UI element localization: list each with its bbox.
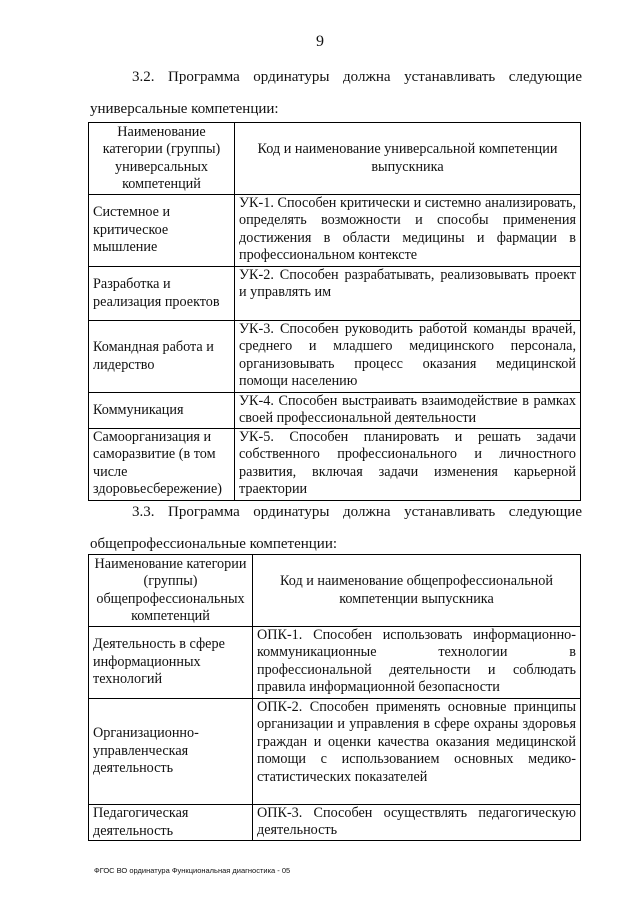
competence-cell: УК-1. Способен критически и системно анализировать, определять возможности и способы применения достижения в области медицины и фармации в профессиональном контексте (235, 195, 581, 267)
general-professional-competences-table (88, 554, 581, 841)
competence-cell: ОПК-1. Способен использовать информационно-коммуникационные технологии в профессиональной деятельности и соблюдать правила информационной безопасности (253, 627, 581, 699)
header-category: Наименование категории (группы) общепрофессиональных компетенций (89, 555, 253, 627)
intro-paragraph-opk (90, 503, 582, 553)
intro-line: 3.3. Программа ординатуры должна устанавливать следующие (132, 504, 582, 520)
table-row (89, 267, 581, 321)
table-row (89, 699, 581, 805)
category-cell: Коммуникация (89, 393, 235, 429)
header-category: Наименование категории (группы) универсальных компетенций (89, 123, 235, 195)
competence-cell: ОПК-3. Способен осуществлять педагогическую деятельность (253, 805, 581, 841)
competence-cell: ОПК-2. Способен применять основные принципы организации и управления в сфере охраны здоровья граждан и оценки качества оказания медицинской помощи с использованием основных медико-статистических показателей (253, 699, 581, 805)
universal-competences-table (88, 122, 581, 501)
table-row (89, 321, 581, 393)
category-cell: Разработка и реализация проектов (89, 267, 235, 321)
competence-cell: УК-4. Способен выстраивать взаимодействие в рамках своей профессиональной деятельности (235, 393, 581, 429)
category-cell: Педагогическая деятельность (89, 805, 253, 841)
document-footer: ФГОС ВО ординатура Функциональная диагностика - 05 (94, 866, 291, 875)
category-cell: Командная работа и лидерство (89, 321, 235, 393)
table-row (89, 429, 581, 501)
category-cell: Организационно-управленческая деятельность (89, 699, 253, 805)
table-row (89, 195, 581, 267)
competence-cell: УК-3. Способен руководить работой команды врачей, среднего и младшего медицинского персонала, организовывать процесс оказания медицинской помощи населению (235, 321, 581, 393)
table-row (89, 805, 581, 841)
category-cell: Самоорганизация и саморазвитие (в том числе здоровьесбережение) (89, 429, 235, 501)
intro-line: универсальные компетенции: (90, 101, 279, 117)
header-competence: Код и наименование универсальной компетенции выпускника (235, 123, 581, 195)
competence-cell: УК-5. Способен планировать и решать задачи собственного профессионального и личностного развития, включая задачи изменения карьерной траектории (235, 429, 581, 501)
table-header-row (89, 123, 581, 195)
competence-cell: УК-2. Способен разрабатывать, реализовывать проект и управлять им (235, 267, 581, 321)
header-competence: Код и наименование общепрофессиональной компетенции выпускника (253, 555, 581, 627)
table-header-row (89, 555, 581, 627)
intro-line: общепрофессиональные компетенции: (90, 536, 338, 552)
intro-paragraph-uk (90, 68, 582, 118)
table-row (89, 393, 581, 429)
intro-line: 3.2. Программа ординатуры должна устанавливать следующие (132, 69, 582, 85)
page-number: 9 (316, 33, 324, 50)
category-cell: Системное и критическое мышление (89, 195, 235, 267)
category-cell: Деятельность в сфере информационных технологий (89, 627, 253, 699)
table-row (89, 627, 581, 699)
